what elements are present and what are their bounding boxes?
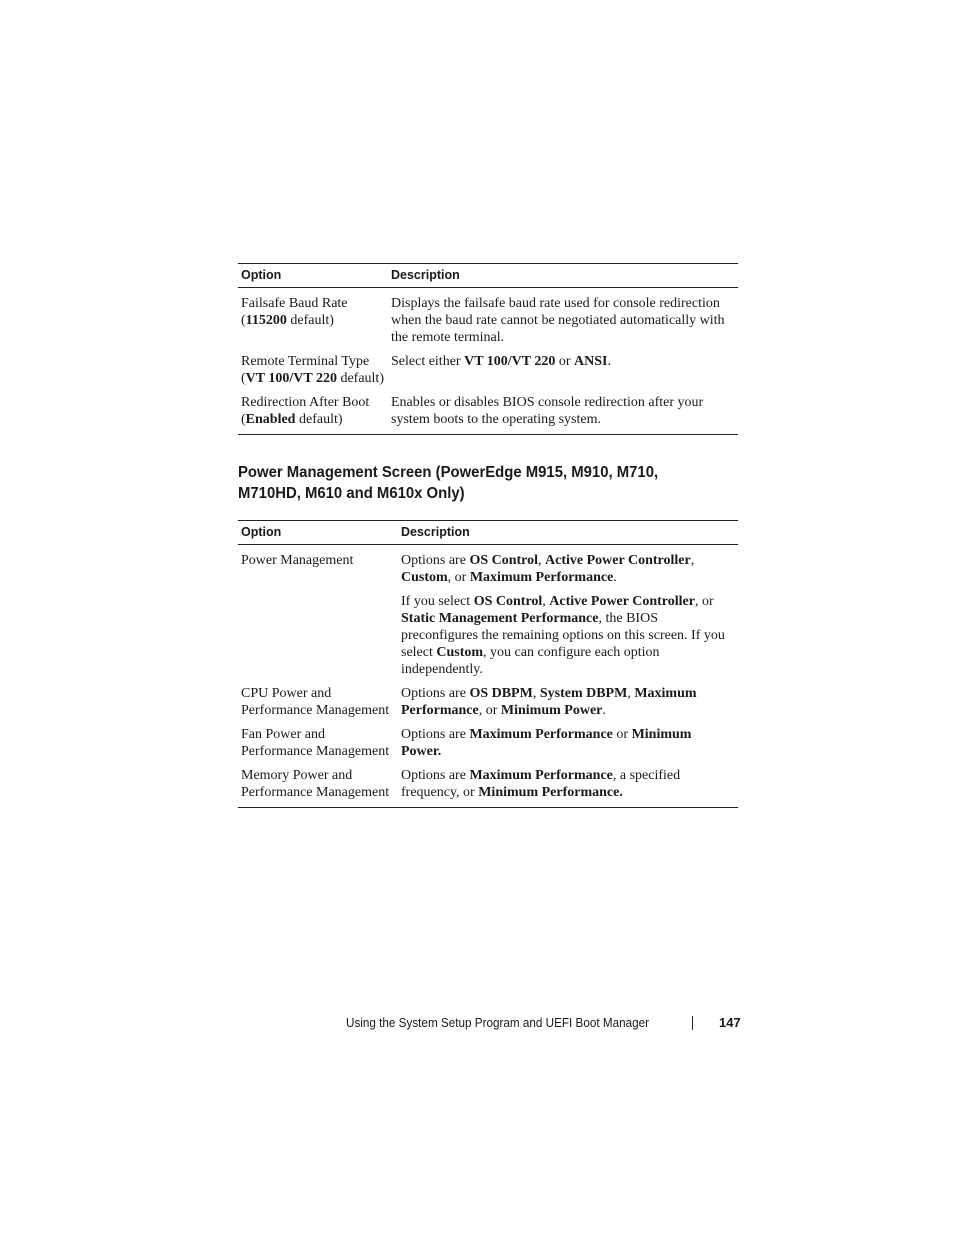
text-run: If you select [401, 594, 474, 609]
table-header-row [238, 521, 738, 545]
section-heading: Power Management Screen (PowerEdge M915, M910, M710, M710HD, M610 and M610x Only) [238, 464, 659, 502]
text-run: . [607, 354, 611, 369]
table-row [238, 678, 738, 719]
option-cell [238, 719, 398, 760]
option-cell [238, 678, 398, 719]
text-run: Options are [401, 553, 470, 568]
text-run: , [627, 686, 635, 701]
bold-term: Minimum Performance. [478, 785, 623, 800]
option-cell [238, 288, 388, 347]
text-run: , or [447, 570, 470, 585]
text-run: , or [478, 703, 501, 718]
description-column-header: Description [388, 264, 738, 288]
bold-term: VT 100/VT 220 [464, 354, 556, 369]
bold-term: ANSI [574, 354, 608, 369]
option-cell [238, 346, 388, 387]
text-run: , a specified frequency, or [401, 768, 681, 800]
bold-term: System DBPM [539, 686, 628, 701]
footer-divider [692, 1016, 693, 1030]
bold-term: OS Control [473, 594, 543, 609]
text-run: Power Management [241, 553, 354, 568]
table-header-row [238, 264, 738, 288]
bold-term: OS DBPM [469, 686, 533, 701]
text-run: or [612, 727, 632, 742]
bold-term: Minimum Power [500, 703, 603, 718]
bold-term: 115200 [245, 313, 287, 328]
table-body [238, 288, 738, 435]
text-run: default) [286, 313, 334, 328]
option-cell [238, 387, 388, 435]
bold-term: Active Power Controller [545, 553, 691, 568]
bold-term: Enabled [245, 412, 296, 427]
description-cell [388, 288, 738, 347]
option-column-header: Option [238, 264, 388, 288]
table-row [238, 719, 738, 760]
bold-term: Static Management Performance [401, 611, 599, 626]
description-cell [388, 387, 738, 435]
text-run: default) [336, 371, 384, 386]
text-run: , you can configure each option independently. [401, 645, 660, 677]
option-cell [238, 545, 398, 679]
text-run: default) [295, 412, 343, 427]
text-run: , the BIOS preconfigures the remaining options on this screen. If you select [401, 611, 725, 660]
bold-term: Custom [436, 645, 484, 660]
power-management-options-table [238, 520, 738, 808]
serial-redirection-options-table [238, 263, 738, 435]
description-paragraph [391, 295, 735, 346]
text-run: Fan Power and Performance Management [241, 727, 390, 759]
bold-term: Active Power Controller [549, 594, 695, 609]
table-row [238, 288, 738, 347]
description-paragraph [401, 767, 735, 801]
bold-term: Maximum Performance [469, 727, 613, 742]
text-run: Failsafe Baud Rate ( [241, 296, 348, 328]
text-run: CPU Power and Performance Management [241, 686, 390, 718]
table-row [238, 346, 738, 387]
table-row [238, 545, 738, 679]
bold-term: Custom [401, 570, 448, 585]
description-paragraph [401, 593, 735, 678]
description-cell [388, 346, 738, 387]
text-run: Redirection After Boot ( [241, 395, 370, 427]
bold-term: Minimum Power. [401, 727, 692, 759]
table-row [238, 760, 738, 808]
description-cell [398, 678, 738, 719]
text-run: Options are [401, 768, 470, 783]
text-run: Displays the failsafe baud rate used for console redirection when the baud rate cannot be negotiated automatically with the remote terminal. [391, 296, 725, 345]
description-cell [398, 719, 738, 760]
bold-term: VT 100/VT 220 [245, 371, 337, 386]
text-run: Enables or disables BIOS console redirection after your system boots to the operating system. [391, 395, 704, 427]
footer-chapter-title: Using the System Setup Program and UEFI Boot Manager [346, 1015, 650, 1030]
description-paragraph [391, 394, 735, 428]
table-body [238, 545, 738, 808]
description-paragraph [401, 552, 735, 586]
description-column-header: Description [398, 521, 738, 545]
table-row [238, 387, 738, 435]
text-run: , [538, 553, 546, 568]
page-number: 147 [719, 1015, 741, 1030]
bold-term: OS Control [469, 553, 539, 568]
description-paragraph [401, 685, 735, 719]
text-run: Options are [401, 686, 470, 701]
text-run: , or [694, 594, 714, 609]
text-run: Memory Power and Performance Management [241, 768, 390, 800]
bold-term: Maximum Performance [401, 686, 697, 718]
description-paragraph [391, 353, 735, 370]
text-run: Select either [391, 354, 465, 369]
text-run: , [542, 594, 550, 609]
option-cell [238, 760, 398, 808]
description-cell [398, 545, 738, 679]
text-run: Remote Terminal Type ( [241, 354, 370, 386]
bold-term: Maximum Performance [469, 768, 613, 783]
text-run: . [613, 570, 617, 585]
description-cell [398, 760, 738, 808]
text-run: or [555, 354, 575, 369]
text-run: , [532, 686, 540, 701]
text-run: , [690, 553, 695, 568]
description-paragraph [401, 726, 735, 760]
text-run: . [602, 703, 606, 718]
bold-term: Maximum Performance [469, 570, 614, 585]
option-column-header: Option [238, 521, 398, 545]
text-run: Options are [401, 727, 470, 742]
